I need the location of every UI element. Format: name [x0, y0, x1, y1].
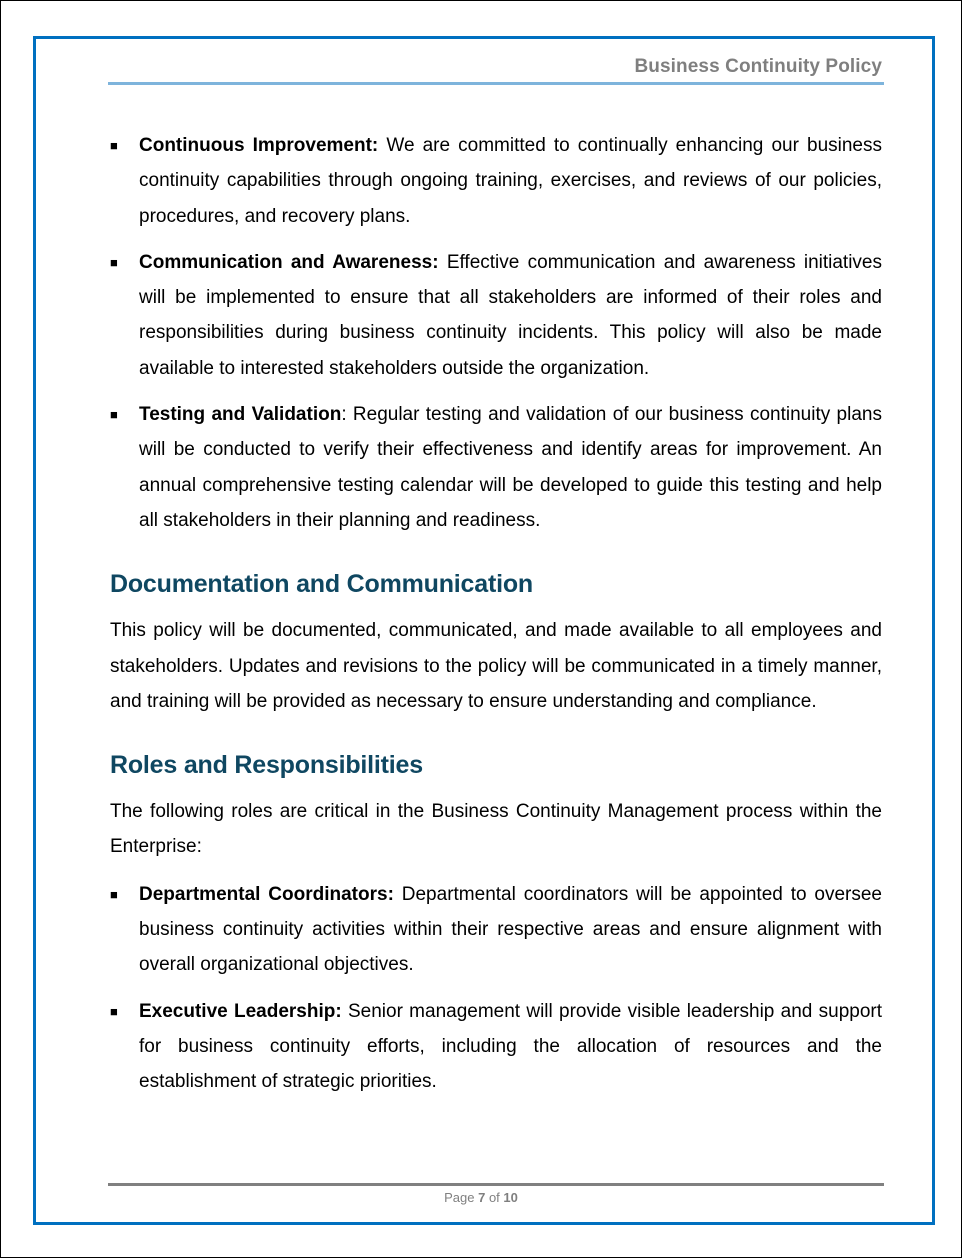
bullet-text: : Regular testing and validation of our business continuity plans will be conducted to verify their effectiveness and identify areas for improvement. An annual comprehensive testing calendar will be developed to guide this testing and help all stakeholders in their planning and readiness. [139, 404, 882, 531]
bullet-square-icon: ■ [110, 138, 118, 153]
bullet-item-communication-awareness [110, 245, 882, 386]
bullet-text: We are committed to continually enhancing our business continuity capabilities through ongoing training, exercises, and reviews of our policies, procedures, and recovery plans. [139, 135, 882, 227]
bullet-text: Effective communication and awareness initiatives will be implemented to ensure that all stakeholders are informed of their roles and responsibilities during business continuity incidents. This policy will also be made available to interested stakeholders outside the organization. [139, 251, 882, 379]
section-heading-documentation: Documentation and Communication [110, 570, 533, 599]
current-page: 7 [478, 1190, 486, 1205]
roles-intro-paragraph: The following roles are critical in the Business Continuity Management process within the Enterprise: [110, 801, 882, 858]
page-word: Page [444, 1190, 475, 1205]
bullet-term: Departmental Coordinators: [139, 883, 394, 905]
header-rule [108, 82, 884, 85]
documentation-paragraph: This policy will be documented, communicated, and made available to all employees and stakeholders. Updates and revisions to the policy will be communicated in a timely manner, and training will be provided as necessary to ensure understanding and compliance. [110, 620, 882, 712]
header-title: Business Continuity Policy [634, 56, 882, 77]
bullet-square-icon: ■ [110, 254, 118, 270]
bullet-item-departmental-coordinators [110, 877, 882, 983]
bullet-text: Departmental coordinators will be appointed to oversee business continuity activities within their respective areas and ensure alignment with overall organizational objectives. [139, 883, 882, 976]
bullet-square-icon: ■ [110, 1003, 118, 1019]
bullet-item-testing-validation [110, 397, 882, 538]
footer-rule [108, 1183, 884, 1186]
of-word: of [488, 1190, 500, 1205]
page-content [110, 128, 882, 1111]
page-number [0, 1190, 962, 1205]
bullet-square-icon: ■ [110, 407, 118, 423]
section-heading-roles: Roles and Responsibilities [110, 751, 423, 780]
bullet-term: Testing and Validation [139, 404, 342, 426]
bullet-item-continuous-improvement [110, 128, 882, 234]
bullet-term: Executive Leadership: [139, 1000, 342, 1022]
total-pages: 10 [503, 1190, 518, 1205]
bullet-text: Senior management will provide visible leadership and support for business continuity efforts, including the allocation of resources and the establishment of strategic priorities. [139, 1000, 882, 1093]
bullet-item-executive-leadership [110, 994, 882, 1100]
bullet-term: Continuous Improvement: [139, 135, 379, 156]
bullet-term: Communication and Awareness: [139, 251, 439, 273]
bullet-square-icon: ■ [110, 886, 118, 902]
